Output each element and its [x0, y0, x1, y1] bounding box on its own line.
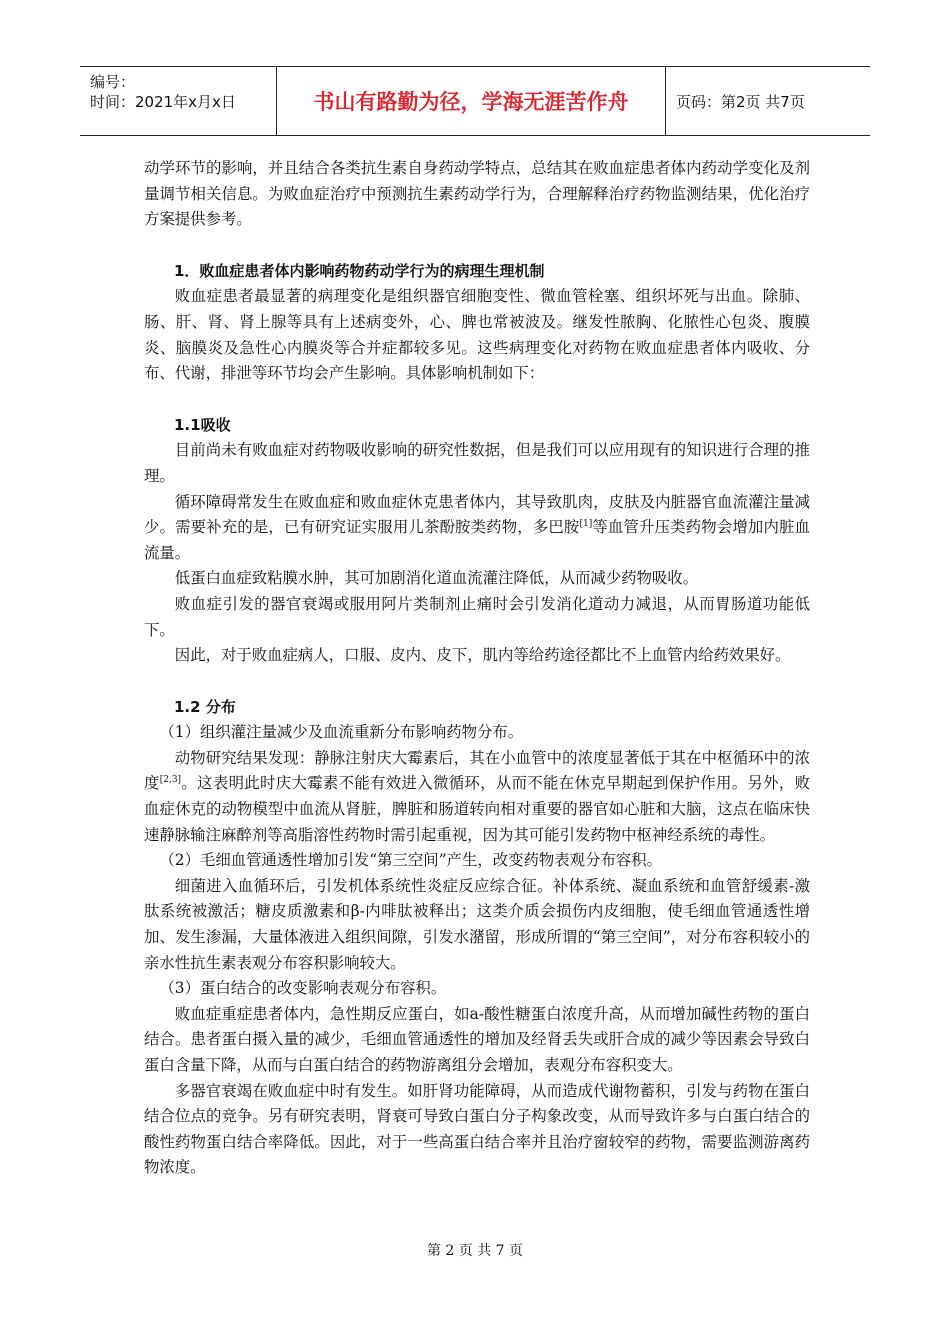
absorption-paragraph-1: 目前尚未有败血症对药物吸收影响的研究性数据，但是我们可以应用现有的知识进行合理的推理。 [144, 441, 810, 485]
distribution-paragraph-3: 败血症重症患者体内，急性期反应蛋白，如a-酸性糖蛋白浓度升高，从而增加碱性药物的蛋白结合。患者蛋白摄入量的减少，毛细血管通透性的增加及经肾丢失或肝合成的减少等因素会导致白蛋白含量下降，从而与白蛋白结合的药物游离组分会增加，表观分布容积变大。 [144, 1004, 810, 1074]
distribution-item-1: （1）组织灌注量减少及血流重新分布影响药物分布。 [159, 723, 524, 742]
distribution-paragraph-1: 动物研究结果发现：静脉注射庆大霉素后，其在小血管中的浓度显著低于其在中枢循环中的浓度[2,3]。这表明此时庆大霉素不能有效进入微循环，从而不能在休克早期起到保护作用。另外，败血症休克的动物模型中血流从肾脏，脾脏和肠道转向相对重要的器官如心脏和大脑，这点在临床快速静脉输注麻醉剂等高脂溶性药物时需引起重视，因为其可能引发药物中枢神经系统的毒性。 [144, 748, 810, 844]
section-1-1-title: 1.1吸收 [174, 415, 231, 434]
citation-ref: [2,3] [159, 775, 182, 786]
page-header [80, 66, 870, 136]
distribution-paragraph-4: 多器官衰竭在败血症中时有发生。如肝肾功能障碍，从而造成代谢物蓄积，引发与药物在蛋白结合位点的竞争。另有研究表明，肾衰可导致白蛋白分子构象改变，从而导致许多与白蛋白结合的酸性药物蛋白结合率降低。因此，对于一些高蛋白结合率并且治疗窗较窄的药物，需要监测游离药物浓度。 [144, 1081, 810, 1177]
distribution-item-3: （3）蛋白结合的改变影响表观分布容积。 [159, 979, 447, 998]
absorption-paragraph-3: 低蛋白血症致粘膜水肿，其可加剧消化道血流灌注降低，从而减少药物吸收。 [174, 569, 699, 588]
document-body [144, 156, 810, 1181]
header-page-label: 页码：第2页 共7页 [676, 92, 805, 111]
header-meta [80, 67, 277, 135]
number-label: 编号： [90, 73, 136, 91]
absorption-paragraph-5: 因此，对于败血症病人，口服、皮内、皮下，肌内等给药途径都比不上血管内给药效果好。 [174, 646, 791, 665]
distribution-item-2: （2）毛细血管通透性增加引发“第三空间”产生，改变药物表观分布容积。 [159, 851, 663, 870]
distribution-paragraph-2: 细菌进入血循环后，引发机体系统性炎症反应综合征。补体系统、凝血系统和血管舒缓素-激肽系统被激活；糖皮质激素和β-内啡肽被释出；这类介质会损伤内皮细胞，使毛细血管通透性增加、发生渗漏，大量体液进入组织间隙，引发水潴留，形成所谓的“第三空间”，对分布容积较小的亲水性抗生素表观分布容积影响较大。 [144, 876, 810, 972]
absorption-paragraph-2: 循环障碍常发生在败血症和败血症休克患者体内，其导致肌肉，皮肤及内脏器官血流灌注量减少。需要补充的是，已有研究证实服用儿茶酚胺类药物，多巴胺[1]等血管升压类药物会增加内脏血流量。 [144, 492, 810, 562]
section-1-paragraph: 败血症患者最显著的病理变化是组织器官细胞变性、微血管栓塞、组织坏死与出血。除肺、肠、肝、肾、肾上腺等具有上述病变外，心、脾也常被波及。继发性脓胸、化脓性心包炎、腹膜炎、脑膜炎及急性心内膜炎等合并症都较多见。这些病理变化对药物在败血症患者体内吸收、分布、代谢，排泄等环节均会产生影响。具体影响机制如下： [144, 287, 810, 383]
intro-paragraph: 动学环节的影响，并且结合各类抗生素自身药动学特点，总结其在败血症患者体内药动学变化及剂量调节相关信息。为败血症治疗中预测抗生素药动学行为，合理解释治疗药物监测结果，优化治疗方案提供参考。 [144, 159, 810, 229]
absorption-paragraph-4: 败血症引发的器官衰竭或服用阿片类制剂止痛时会引发消化道动力减退，从而胃肠道功能低下。 [144, 594, 810, 639]
page-footer: 第 2 页 共 7 页 [426, 1243, 524, 1259]
section-1-2-title: 1.2 分布 [174, 697, 236, 716]
header-motto: 书山有路勤为径，学海无涯苦作舟 [277, 67, 666, 135]
section-1-title: 1．败血症患者体内影响药物药动学行为的病理生理机制 [174, 261, 545, 280]
date-label: 时间：2021年x月x日 [90, 93, 236, 111]
citation-ref: [1] [579, 519, 593, 529]
